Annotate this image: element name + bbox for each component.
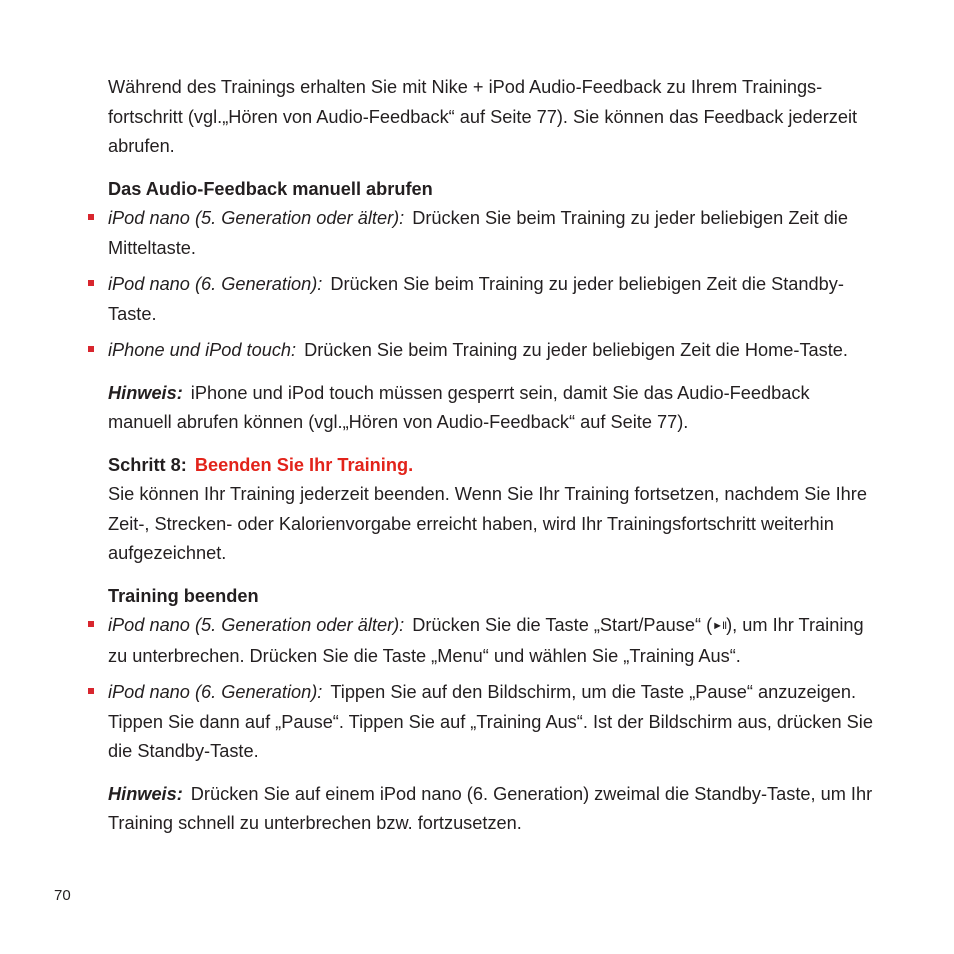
section-heading-end-training: Training beenden <box>108 585 259 606</box>
bullet-square-icon <box>88 280 94 286</box>
bullet-square-icon <box>88 214 94 220</box>
intro-paragraph: Während des Trainings erhalten Sie mit Nike + iPod Audio-Feedback zu Ihrem Trainingsfortschritt (vgl.„Hören von Audio-Feedback“ auf Seite 77). Sie können das Feedback jederzeit abrufen. <box>108 77 858 156</box>
device-label: iPod nano (5. Generation oder älter): <box>108 208 405 228</box>
bullet-square-icon <box>88 346 94 352</box>
bullet-square-icon <box>88 688 94 694</box>
note-label: Hinweis: <box>108 783 183 804</box>
note-paragraph <box>108 379 873 438</box>
instruction-text: Tippen Sie auf den Bildschirm, um die Taste „Pause“ anzuzeigen. Tippen Sie dann auf „Pause“. Tippen Sie auf „Training Aus“. Ist der Bildschirm aus, drücken Sie die Standby-Taste. <box>108 682 873 761</box>
step-paragraph: Sie können Ihr Training jederzeit beenden. Wenn Sie Ihr Training fortsetzen, nachdem Sie Ihre Zeit-, Strecken- oder Kalorienvorgabe erreicht haben, wird Ihr Trainingsfortschritt weiterhin aufgezeichnet. <box>108 484 867 563</box>
play-pause-icon: ►II <box>712 620 727 632</box>
step-label: Schritt 8: <box>108 454 187 475</box>
list-item <box>108 336 873 366</box>
instruction-text: Drücken Sie beim Training zu jeder beliebigen Zeit die Mitteltaste. <box>108 208 848 258</box>
list-item <box>108 270 873 329</box>
device-label: iPod nano (5. Generation oder älter): <box>108 615 405 635</box>
step-title: Beenden Sie Ihr Training. <box>194 454 414 475</box>
note-text: iPhone und iPod touch müssen gesperrt sein, damit Sie das Audio-Feedback manuell abrufen können (vgl.„Hören von Audio-Feedback“ auf Seite 77). <box>108 382 810 432</box>
instruction-text: Drücken Sie die Taste „Start/Pause“ ( <box>412 615 713 635</box>
page-number: 70 <box>54 887 71 904</box>
note-paragraph <box>108 780 873 839</box>
list-item <box>108 678 873 767</box>
device-label: iPod nano (6. Generation): <box>108 682 323 702</box>
note-label: Hinweis: <box>108 382 183 403</box>
section-heading-audio-feedback: Das Audio-Feedback manuell abrufen <box>108 178 433 199</box>
instruction-text: Drücken Sie beim Training zu jeder beliebigen Zeit die Home-Taste. <box>304 340 848 360</box>
audio-feedback-list <box>108 204 873 366</box>
instruction-text: ), um Ihr Training zu unterbrechen. Drücken Sie die Taste „Menu“ und wählen Sie „Training Aus“. <box>108 615 864 666</box>
end-training-list <box>108 611 873 767</box>
note-text: Drücken Sie auf einem iPod nano (6. Generation) zweimal die Standby-Taste, um Ihr Training schnell zu unterbrechen bzw. fortzusetzen. <box>108 783 873 833</box>
page-content <box>108 73 873 852</box>
bullet-square-icon <box>88 621 94 627</box>
instruction-text: Drücken Sie beim Training zu jeder beliebigen Zeit die Standby-Taste. <box>108 274 844 324</box>
list-item <box>108 204 873 263</box>
device-label: iPod nano (6. Generation): <box>108 274 323 294</box>
device-label: iPhone und iPod touch: <box>108 340 297 360</box>
step-heading <box>108 451 873 481</box>
list-item <box>108 611 873 671</box>
